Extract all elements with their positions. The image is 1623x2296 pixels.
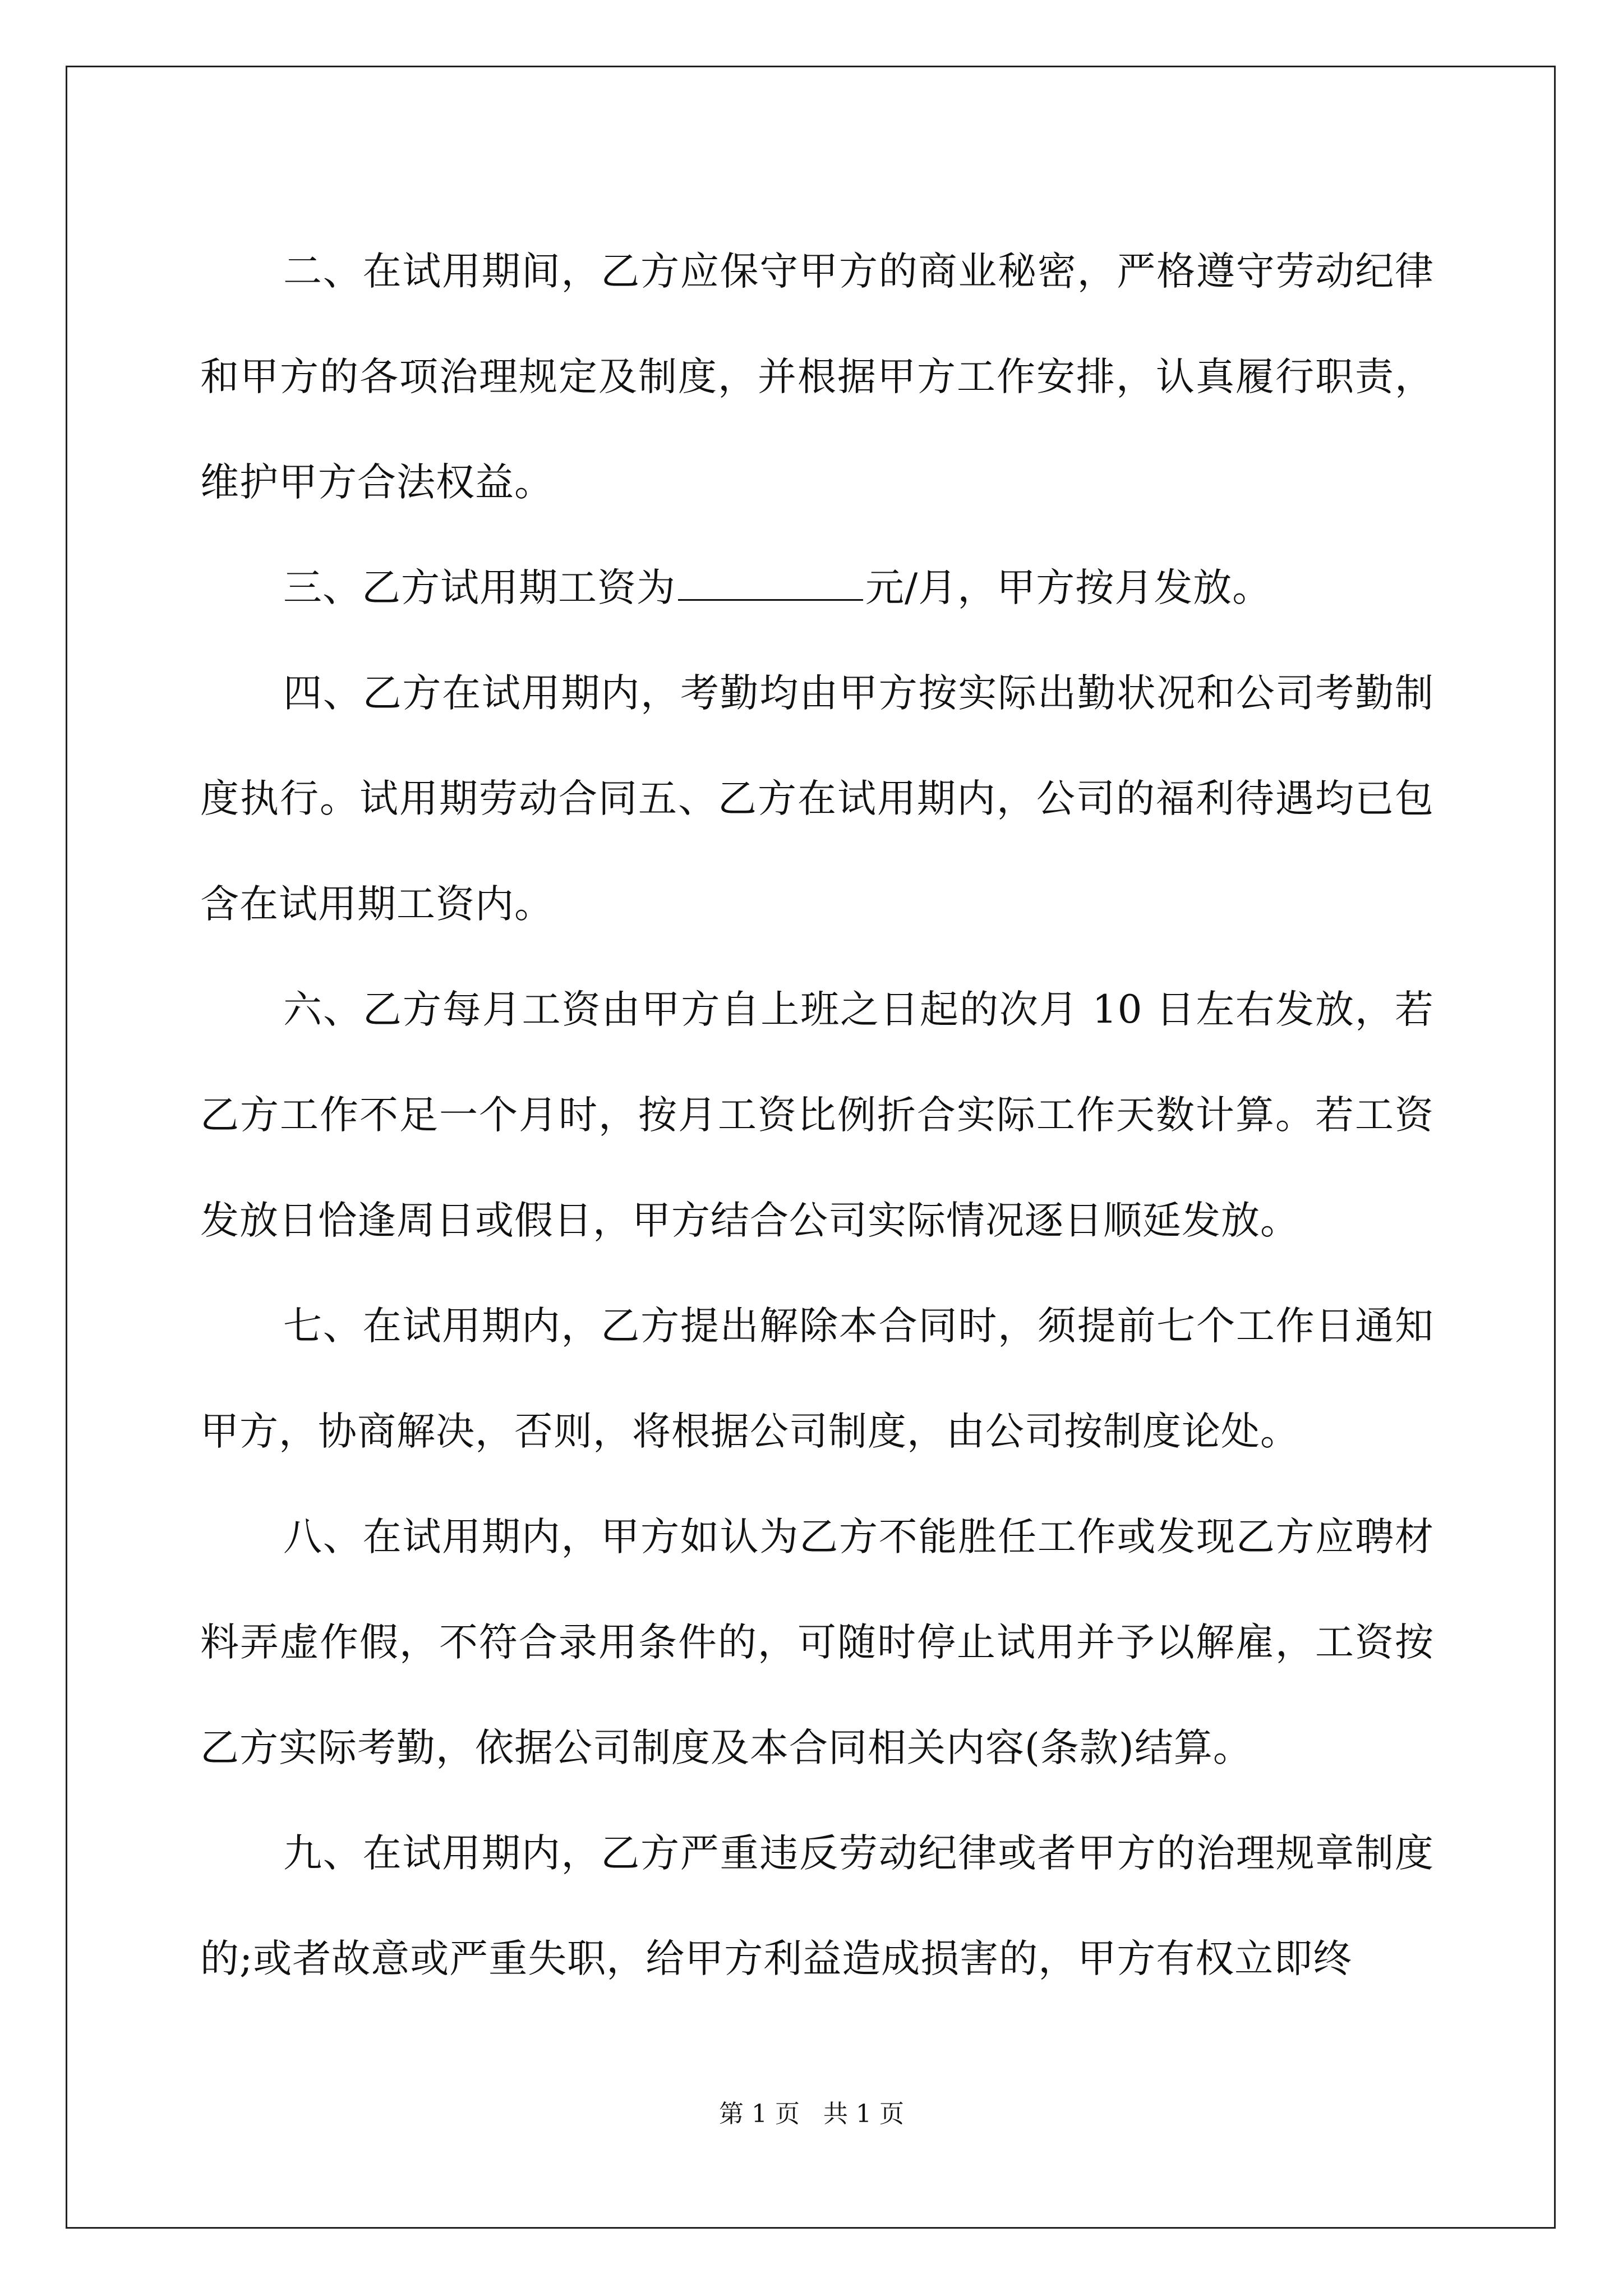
clause-8: 八、在试用期内，甲方如认为乙方不能胜任工作或发现乙方应聘材料弄虚作假，不符合录用条件的，可随时停止试用并予以解雇，工资按乙方实际考勤，依据公司制度及本合同相关内容(条款)结算。 (200, 1515, 1434, 1770)
clause-9: 九、在试用期内，乙方严重违反劳动纪律或者甲方的治理规章制度的;或者故意或严重失职，给甲方利益造成损害的，甲方有权立即终 (200, 1831, 1434, 1981)
clause-3-text-before: 三、乙方试用期工资为 (283, 565, 676, 610)
clause-7: 七、在试用期内，乙方提出解除本合同时，须提前七个工作日通知甲方，协商解决，否则，将根据公司制度，由公司按制度论处。 (200, 1304, 1434, 1454)
page-footer (0, 2093, 1623, 2129)
page-total: 共 1 页 (823, 2100, 904, 2128)
document-body (200, 219, 1434, 2012)
page-number: 第 1 页 (719, 2100, 800, 2128)
clause-2: 二、在试用期间，乙方应保守甲方的商业秘密，严格遵守劳动纪律和甲方的各项治理规定及制度，并根据甲方工作安排，认真履行职责，维护甲方合法权益。 (200, 249, 1434, 505)
clause-3-text-after: 元/月，甲方按月发放。 (865, 565, 1272, 610)
salary-blank-line (678, 565, 863, 601)
clause-6: 六、乙方每月工资由甲方自上班之日起的次月 10 日左右发放，若乙方工作不足一个月时，按月工资比例折合实际工作天数计算。若工资发放日恰逢周日或假日，甲方结合公司实际情况逐日顺延发放。 (200, 987, 1434, 1243)
clause-4-5: 四、乙方在试用期内，考勤均由甲方按实际出勤状况和公司考勤制度执行。试用期劳动合同五、乙方在试用期内，公司的福利待遇均已包含在试用期工资内。 (200, 671, 1434, 927)
clause-3 (200, 535, 1434, 641)
